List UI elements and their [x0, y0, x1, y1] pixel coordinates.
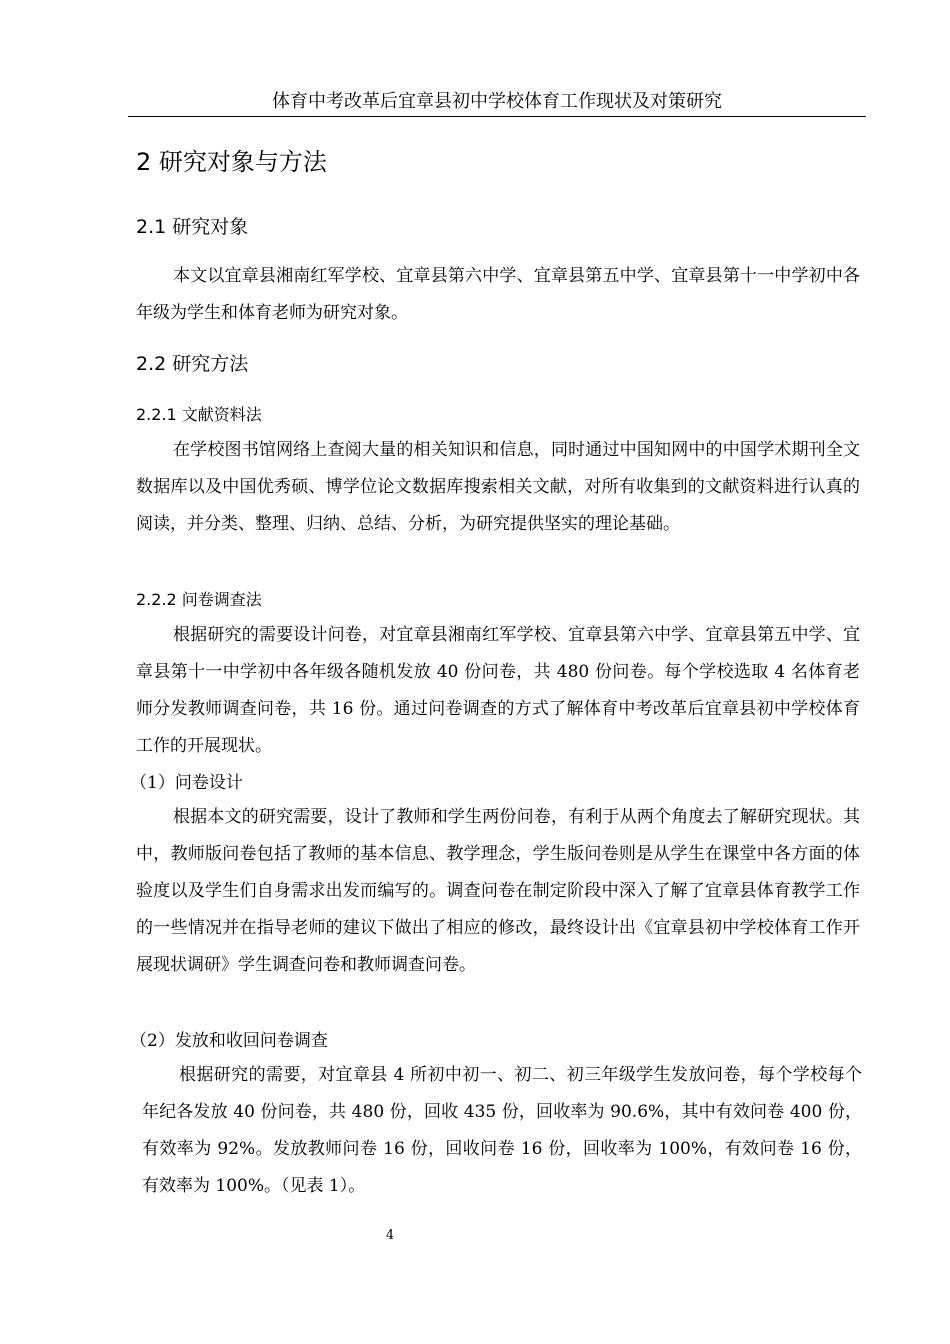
running-header: 体育中考改革后宜章县初中学校体育工作现状及对策研究: [272, 91, 722, 112]
list-item-questionnaire-design: （1）问卷设计: [130, 773, 243, 793]
section-2-1-heading: 2.1 研究对象: [136, 216, 249, 238]
header-divider: [128, 116, 866, 117]
list-item-distribution-collection: （2）发放和收回问卷调查: [130, 1031, 328, 1051]
distribution-collection-paragraph: 根据研究的需要，对宜章县 4 所初中初一、初二、初三年级学生发放问卷，每个学校每个年纪各发放 40 份问卷，共 480 份，回收 435 份，回收率为 90.6%，其中有效问卷 400 份，有效率为 92%。发放教师问卷 16 份，回收问卷 16 份，回收率为 100%，有效问卷 16 份，有效率为 100%。（见表 1）。: [142, 1065, 862, 1196]
section-2-1-paragraph: 本文以宜章县湘南红军学校、宜章县第六中学、宜章县第五中学、宜章县第十一中学初中各年级为学生和体育老师为研究对象。: [136, 266, 860, 323]
section-2-2-1-paragraph: 在学校图书馆网络上查阅大量的相关知识和信息，同时通过中国知网中的中国学术期刊全文数据库以及中国优秀硕、博学位论文数据库搜索相关文献，对所有收集到的文献资料进行认真的阅读，并分类、整理、归纳、总结、分析，为研究提供坚实的理论基础。: [136, 440, 860, 534]
section-2-2-2-paragraph: 根据研究的需要设计问卷，对宜章县湘南红军学校、宜章县第六中学、宜章县第五中学、宜章县第十一中学初中各年级各随机发放 40 份问卷，共 480 份问卷。每个学校选取 4 名体育老师分发教师调查问卷，共 16 份。通过问卷调查的方式了解体育中考改革后宜章县初中学校体育工作的开展现状。: [136, 625, 860, 756]
questionnaire-design-paragraph: 根据本文的研究需要，设计了教师和学生两份问卷，有利于从两个角度去了解研究现状。其中，教师版问卷包括了教师的基本信息、教学理念，学生版问卷则是从学生在课堂中各方面的体验度以及学生们自身需求出发而编写的。调查问卷在制定阶段中深入了解了宜章县体育教学工作的一些情况并在指导老师的建议下做出了相应的修改，最终设计出《宜章县初中学校体育工作开展现状调研》学生调查问卷和教师调查问卷。: [136, 807, 860, 975]
section-2-2-heading: 2.2 研究方法: [136, 353, 249, 375]
chapter-title: 2 研究对象与方法: [136, 148, 327, 176]
section-2-2-1-heading: 2.2.1 文献资料法: [136, 405, 262, 424]
page-number: 4: [385, 1228, 395, 1243]
section-2-2-2-heading: 2.2.2 问卷调查法: [136, 590, 262, 609]
